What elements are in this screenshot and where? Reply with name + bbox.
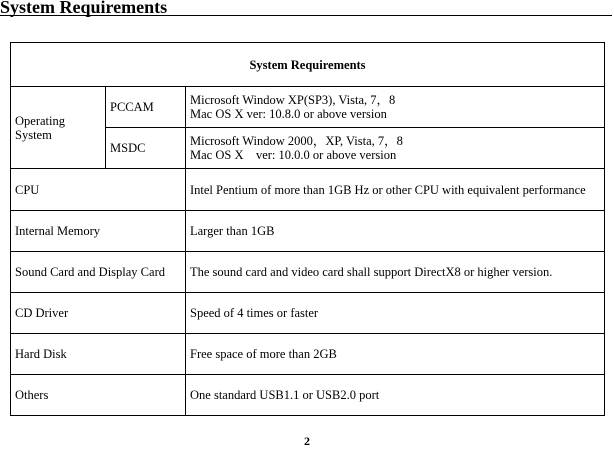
os-sub-label-msdc: MSDC	[106, 128, 186, 169]
os-value-line: Mac OS X ver: 10.8.0 or above version	[190, 107, 387, 121]
os-value-line: Microsoft Window XP(SP3), Vista, 7，8	[190, 93, 396, 107]
os-value-line: Microsoft Window 2000，XP, Vista, 7，8	[190, 134, 403, 148]
table-title-row	[11, 43, 605, 87]
cpu-value: Intel Pentium of more than 1GB Hz or other CPU with equivalent performance	[186, 169, 605, 211]
section-heading: System Requirements	[0, 0, 612, 16]
row-value: Speed of 4 times or faster	[186, 293, 605, 334]
os-label-line: Operating	[15, 113, 65, 128]
table-row	[11, 169, 605, 211]
table-row	[11, 211, 605, 252]
table-row	[11, 293, 605, 334]
os-label	[11, 87, 106, 169]
table-title: System Requirements	[11, 43, 605, 87]
table-row	[11, 252, 605, 293]
os-label-line: System	[15, 127, 52, 142]
os-value-pccam	[186, 87, 605, 128]
os-sub-label-pccam: PCCAM	[106, 87, 186, 128]
row-label: Sound Card and Display Card	[11, 252, 186, 293]
os-value-msdc	[186, 128, 605, 169]
os-value-line: Mac OS X ver: 10.0.0 or above version	[190, 148, 397, 162]
table-row	[11, 334, 605, 375]
row-value: The sound card and video card shall support DirectX8 or higher version.	[186, 252, 605, 293]
page-number: 2	[304, 434, 310, 448]
cpu-label: CPU	[11, 169, 186, 211]
requirements-table	[10, 42, 605, 416]
row-label: CD Driver	[11, 293, 186, 334]
row-label: Others	[11, 375, 186, 416]
row-label: Internal Memory	[11, 211, 186, 252]
table-row	[11, 87, 605, 128]
row-value: Larger than 1GB	[186, 211, 605, 252]
row-value: One standard USB1.1 or USB2.0 port	[186, 375, 605, 416]
row-value: Free space of more than 2GB	[186, 334, 605, 375]
table-row	[11, 375, 605, 416]
row-label: Hard Disk	[11, 334, 186, 375]
